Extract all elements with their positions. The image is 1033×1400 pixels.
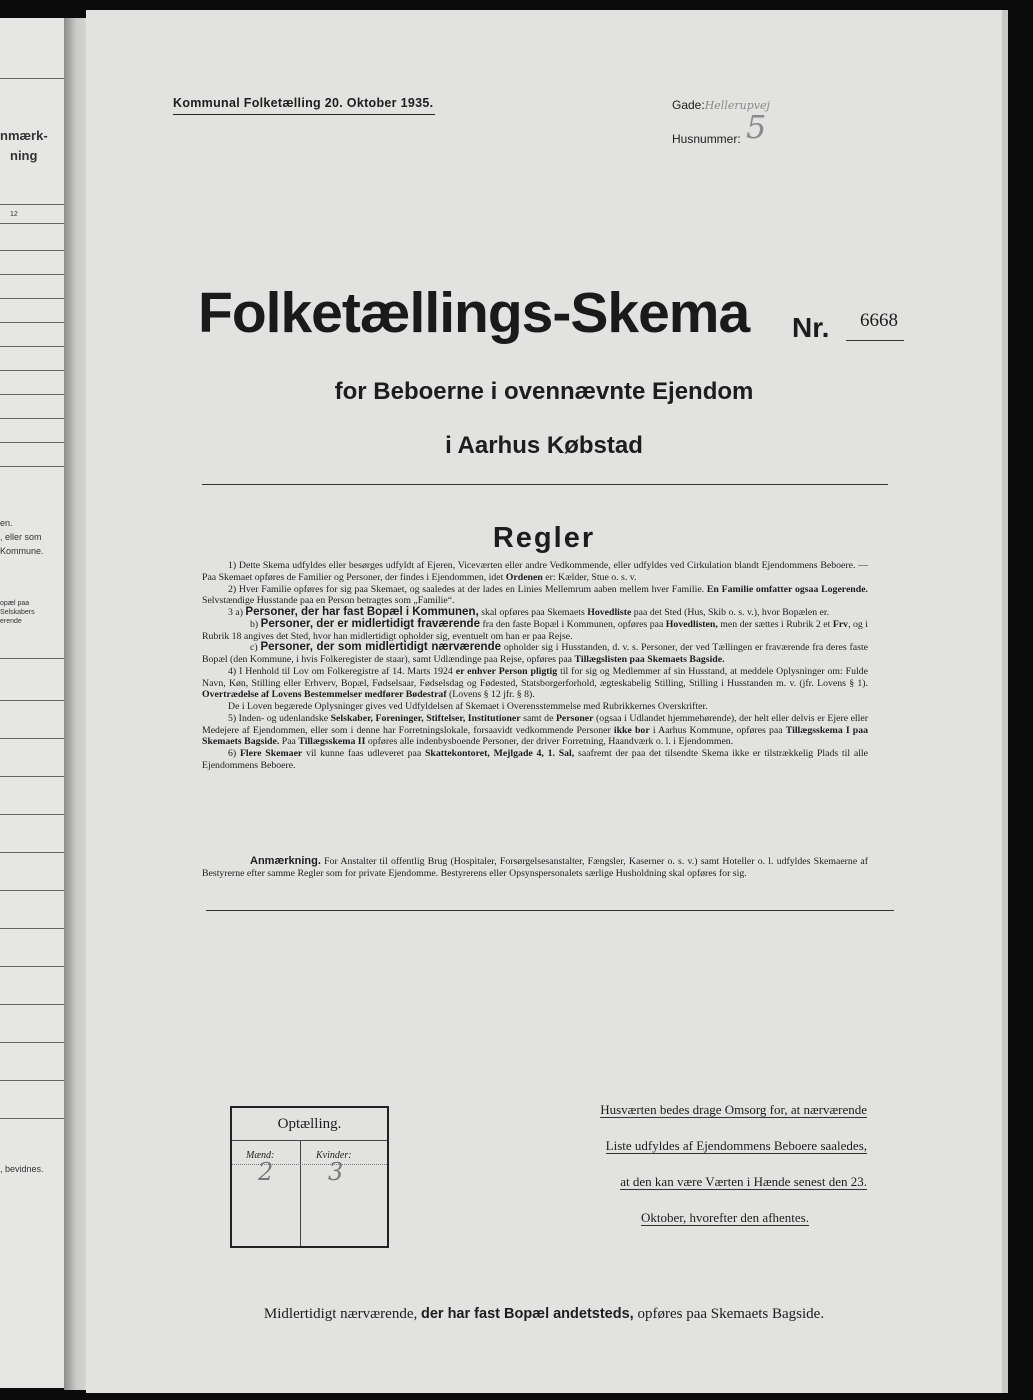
divider <box>0 78 64 79</box>
divider <box>0 738 64 739</box>
form-number-underline <box>846 340 904 341</box>
notice-line-3: at den kan være Værten i Hænde senest den 23. <box>620 1174 867 1189</box>
men-count: 2 <box>258 1158 274 1186</box>
header-underline <box>173 114 435 115</box>
rules-heading: Regler <box>492 522 596 554</box>
divider <box>0 1118 64 1119</box>
remark-text: Anmærkning. For Anstalter til offentlig Brug (Hospitaler, Forsørgelsesanstalter, Fængsler, Kaserner o. s. v.) samt Hoteller o. l. udfyldes Skemaerne af Bestyrerne efter samme Regler som for private Ejendomme. Bestyrerens eller Opsynspersonalets særlige Husholdning skal opføres for sig. <box>202 855 869 879</box>
rule-6: 6) Flere Skemaer vil kunne faas udleveret paa Skattekontoret, Mejlgade 4, 1. Sal, saafremt der paa det tilsendte Skema ikke er tilstrækkelig Plads til alle Ejendommens Beboere. <box>202 748 868 771</box>
divider <box>0 346 64 347</box>
remark-label: Anmærkning. <box>250 855 321 867</box>
divider <box>0 298 64 299</box>
left-fragment: erende <box>0 618 22 625</box>
divider <box>0 1004 64 1005</box>
women-count: 3 <box>328 1158 344 1186</box>
count-box-title: Optælling. <box>277 1116 342 1132</box>
form-number-value: 6668 <box>860 310 898 331</box>
census-header: Kommunal Folketælling 20. Oktober 1935. <box>173 96 434 110</box>
count-box-rule <box>232 1140 387 1141</box>
street-value: Hellerupvej <box>704 99 770 112</box>
men-label: Mænd: <box>246 1150 275 1161</box>
divider <box>0 394 64 395</box>
form-subtitle-1: for Beboerne i ovennævnte Ejendom <box>334 378 754 405</box>
rule-4: 4) I Henhold til Lov om Folkeregistre af 14. Marts 1924 er enhver Person pligtig til for sig og Medlemmer af sin Husstand, at meddele Oplysninger om: Fulde Navn, Køn, Stilling eller Erhverv, Bopæl, Fødselsaar, Fødselsdag og Fødested, Statsborgerforhold, ægteskabelig Stilling, Stilling i Husstanden m. v. (jfr. Lovens § 1). Overtrædelse af Lovens Bestemmelser medfører Bødestraf (Lovens § 12 jfr. § 8). <box>202 665 868 701</box>
divider <box>0 776 64 777</box>
notice-line-2: Liste udfyldes af Ejendommens Beboere saaledes, <box>605 1138 867 1153</box>
left-heading-1: nmærk- <box>0 128 48 143</box>
rule-3b: b) Personer, der er midlertidigt fraværende fra den faste Bopæl i Kommunen, opføres paa Hovedlisten, men der sættes i Rubrik 2 et Frv, og i Rubrik 18 angives det Sted, hvor han midlertidigt opholder sig, eventuelt om han er paa Rejse. <box>202 617 868 642</box>
left-fragment: , eller som <box>0 532 42 542</box>
divider <box>0 250 64 251</box>
divider <box>0 700 64 701</box>
divider <box>0 966 64 967</box>
left-fragment: opæl paa <box>0 600 30 607</box>
rule-3c: c) Personer, der som midlertidigt nærværende opholder sig i Husstanden, d. v. s. Personer, der ved Tællingen er fraværende fra deres faste Bopæl (den Kommune, i hvis Folkeregister de staar), samt Udlændinge paa Rejse, opføres paa Tillægslisten paa Skemaets Bagside. <box>202 641 869 665</box>
section-divider <box>206 910 894 911</box>
divider <box>0 274 64 275</box>
count-box-divider <box>300 1140 301 1246</box>
women-label: Kvinder: <box>316 1150 352 1161</box>
census-form-page <box>86 10 1002 1393</box>
rules-text <box>202 560 868 772</box>
form-subtitle-2: i Aarhus Købstad <box>445 432 643 459</box>
rule-1: 1) Dette Skema udfyldes eller besørges udfyldt af Ejeren, Viceværten eller andre Vedkommende, eller udfyldes ved Cirkulation blandt Ejendommens Beboere. — Paa Skemaet opføres de Familier og Personer, der findes i Ejendommen, idet Ordenen er: Kælder, Stue o. s. v. <box>202 560 868 583</box>
form-title: Folketællings-Skema <box>198 281 750 345</box>
rule-4-note: De i Loven begærede Oplysninger gives ved Udfyldelsen af Skemaet i Overensstemmelse med Rubrikkernes Overskrifter. <box>228 701 708 712</box>
divider <box>0 466 64 467</box>
previous-page-fragment <box>0 18 64 1388</box>
left-fragment: en. <box>0 518 13 528</box>
divider <box>0 418 64 419</box>
divider <box>0 204 64 205</box>
divider <box>0 852 64 853</box>
section-divider <box>202 484 888 485</box>
notice-line-4: Oktober, hvorefter den afhentes. <box>640 1210 809 1225</box>
footer-note: Midlertidigt nærværende, der har fast Bopæl andetsteds, opføres paa Skemaets Bagside. <box>263 1306 825 1322</box>
count-box <box>230 1106 389 1248</box>
divider <box>0 322 64 323</box>
divider <box>0 370 64 371</box>
divider <box>0 442 64 443</box>
house-number-value: 5 <box>746 108 767 146</box>
page-edge <box>1002 10 1008 1393</box>
divider <box>0 890 64 891</box>
street-label: Gade: <box>672 98 705 112</box>
left-fragment: Selskabers <box>0 609 35 616</box>
form-number-label: Nr. <box>792 312 830 343</box>
divider <box>0 658 64 659</box>
divider <box>0 814 64 815</box>
house-number-label: Husnummer: <box>672 132 741 146</box>
divider <box>0 1080 64 1081</box>
left-column-number: 12 <box>10 211 18 218</box>
notice-line-1: Husværten bedes drage Omsorg for, at nærværende <box>600 1102 867 1117</box>
left-fragment: Kommune. <box>0 546 44 556</box>
rule-5: 5) Inden- og udenlandske Selskaber, Foreninger, Stiftelser, Institutioner samt de Personer (ogsaa i Udlandet hjemmehørende), der helt eller delvis er Ejere eller Medejere af Ejendommen, eller som i denne har Forretningslokale, forsaavidt vedkommende Personer ikke bor i Aarhus Kommune, opføres paa Tillægsskema I paa Skemaets Bagside. Paa Tillægsskema II opføres alle indenbysboende Personer, der driver Forretning, Haandværk o. l. i Ejendommen. <box>202 712 869 748</box>
house-number-field <box>672 132 741 147</box>
rule-2: 2) Hver Familie opføres for sig paa Skemaet, og saaledes at der lades en Linies Mellemrum aaben mellem hver Familie. En Familie omfatter ogsaa Logerende. Selvstændige Husstande paa en Person betragtes som „Familie“. <box>202 583 869 607</box>
left-heading-2: ning <box>10 148 38 163</box>
divider <box>0 928 64 929</box>
left-fragment: , bevidnes. <box>0 1164 44 1174</box>
divider <box>0 1042 64 1043</box>
count-box-dotted-rule <box>232 1164 387 1165</box>
divider <box>0 223 64 224</box>
rule-3a: 3 a) Personer, der har fast Bopæl i Kommunen, skal opføres paa Skemaets Hovedliste paa det Sted (Hus, Skib o. s. v.), hvor Bopælen er. <box>228 606 830 618</box>
